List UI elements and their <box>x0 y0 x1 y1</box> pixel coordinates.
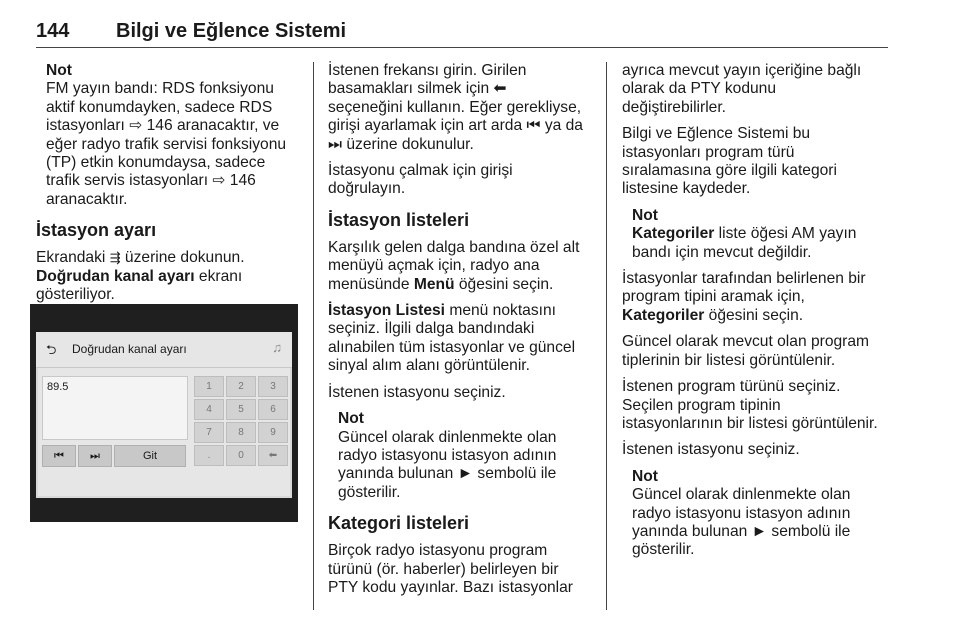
note-box <box>622 468 892 560</box>
text-line: istasyonları ⇨ 146 aranacaktır, ve <box>46 117 280 135</box>
paragraph <box>622 270 892 325</box>
key-backspace[interactable]: ⬅ <box>258 445 288 466</box>
text-line: Güncel olarak dinlenmekte olan <box>338 428 557 446</box>
section-heading: Kategori listeleri <box>328 513 470 534</box>
text-line: menüyü açmak için, radyo ana <box>328 257 540 275</box>
text-line: gösterilir. <box>632 541 695 559</box>
text-span: öğesini seçin. <box>454 275 554 293</box>
bold-term: Doğrudan kanal ayarı <box>36 267 195 285</box>
text-line: Bilgi ve Eğlence Sistemi bu <box>622 125 811 143</box>
screen-title: Doğrudan kanal ayarı <box>72 342 187 356</box>
text-line: türünü (ör. haberler) belirleyen bir <box>328 560 559 578</box>
paragraph <box>328 542 598 597</box>
text-span: öğesini seçin. <box>704 306 804 324</box>
key-4[interactable]: 4 <box>194 399 224 420</box>
column-1 <box>36 62 308 304</box>
text-line: yanında bulunan ► sembolü ile <box>338 465 557 483</box>
paragraph <box>622 62 892 117</box>
text-span: Ekrandaki <box>36 249 110 267</box>
page-header <box>36 6 888 50</box>
note-box <box>36 62 308 209</box>
frequency-value: 89.5 <box>47 381 69 393</box>
screenshot-figure <box>30 304 298 522</box>
back-arrow-icon[interactable]: ⮌ <box>46 342 57 357</box>
text-line: (TP) etkin konumdaysa, sadece <box>46 154 266 172</box>
text-line: Güncel olarak mevcut olan program <box>622 333 870 351</box>
text-line: Karşılık gelen dalga bandına özel alt <box>328 238 580 256</box>
text-line: yanında bulunan ► sembolü ile <box>632 522 851 540</box>
page-number: 144 <box>36 20 70 42</box>
paragraph <box>328 62 598 154</box>
note-title: Not <box>632 206 658 224</box>
column-3 <box>622 62 892 568</box>
section-heading: İstasyon ayarı <box>36 220 157 241</box>
bold-term: Menü <box>413 275 455 293</box>
text-line: istasyonları program türü <box>622 143 795 161</box>
paragraph <box>328 239 598 294</box>
go-button[interactable]: Git <box>114 445 186 467</box>
frequency-input[interactable] <box>42 376 188 440</box>
bold-term: İstasyon Listesi <box>328 302 445 320</box>
paragraph <box>36 268 308 286</box>
text-line: tiplerinin bir listesi görüntülenir. <box>622 351 836 369</box>
text-line: radyo istasyonu istasyon adının <box>338 446 557 464</box>
note-title: Not <box>46 62 72 79</box>
text-line: bandı için mevcut değildir. <box>632 243 812 261</box>
text-line: istasyonlarının bir listesi görüntülenir. <box>622 414 878 432</box>
key-2[interactable]: 2 <box>226 376 256 397</box>
text-line: basamakları silmek için ⬅ <box>328 80 507 98</box>
text-line: İstenen program türünü seçiniz. <box>622 378 841 396</box>
page-title: Bilgi ve Eğlence Sistemi <box>116 20 347 42</box>
column-divider <box>606 62 607 610</box>
paragraph <box>622 378 892 433</box>
paragraph <box>36 249 308 267</box>
key-dot[interactable]: . <box>194 445 224 466</box>
text-line: aktif konumdayken, sadece RDS <box>46 98 273 116</box>
text-span: menüsünde <box>328 275 414 293</box>
text-line: İstasyonlar tarafından belirlenen bir <box>622 270 866 288</box>
text-line: Birçok radyo istasyonu program <box>328 542 548 560</box>
text-line: aranacaktır. <box>46 190 128 208</box>
key-5[interactable]: 5 <box>226 399 256 420</box>
note-title: Not <box>632 467 658 485</box>
text-span: menü noktasını <box>445 302 556 320</box>
key-8[interactable]: 8 <box>226 422 256 443</box>
seek-back-button[interactable]: ⏮ <box>42 445 76 467</box>
text-line: program tipini aramak için, <box>622 288 805 306</box>
note-box <box>622 207 892 262</box>
screen-title-bar <box>36 332 292 368</box>
paragraph: İstenen istasyonu seçiniz. <box>622 441 800 459</box>
bold-term: Kategoriler <box>632 225 715 243</box>
text-line: sıralamasına göre ilgili kategori <box>622 162 837 180</box>
text-line: listesine kaydeder. <box>622 180 751 198</box>
text-line: değiştirebilirler. <box>622 98 727 116</box>
paragraph <box>328 302 598 376</box>
section-heading: İstasyon listeleri <box>328 209 470 230</box>
text-line: seçiniz. İlgili dalga bandındaki <box>328 320 535 338</box>
text-line: eğer radyo trafik servisi fonksiyonu <box>46 135 287 153</box>
paragraph <box>622 125 892 199</box>
text-line: PTY kodu yayınlar. Bazı istasyonlar <box>328 578 573 596</box>
paragraph <box>622 333 892 370</box>
text-line: gösteriliyor. <box>36 286 115 304</box>
text-line: alınabilen tüm istasyonlar ve güncel <box>328 338 576 356</box>
text-line: FM yayın bandı: RDS fonksiyonu <box>46 80 274 98</box>
paragraph <box>328 162 598 199</box>
header-rule <box>36 47 888 48</box>
text-line: girişi ayarlamak için art arda ⏮ ya da <box>328 117 583 135</box>
column-divider <box>313 62 314 610</box>
text-line: sinyal alım alanı görüntülenir. <box>328 357 530 375</box>
text-line: İstasyonu çalmak için girişi <box>328 162 513 180</box>
text-line: seçeneğini kullanın. Eğer gerekliyse, <box>328 98 582 116</box>
text-line: radyo istasyonu istasyon adının <box>632 504 851 522</box>
text-line: ⏭ üzerine dokunulur. <box>328 135 474 153</box>
text-line: Seçilen program tipinin <box>622 396 781 414</box>
music-note-icon[interactable]: ♫ <box>272 340 282 355</box>
key-7[interactable]: 7 <box>194 422 224 443</box>
text-span: üzerine dokunun. <box>120 249 245 267</box>
text-line: doğrulayın. <box>328 180 406 198</box>
note-title: Not <box>338 410 364 428</box>
text-line: olarak da PTY kodunu <box>622 80 777 98</box>
note-box <box>328 410 598 502</box>
text-span: ekranı <box>194 267 243 285</box>
bold-term: Kategoriler <box>622 306 705 324</box>
column-2 <box>328 62 598 605</box>
key-9[interactable]: 9 <box>258 422 288 443</box>
key-3[interactable]: 3 <box>258 376 288 397</box>
key-1[interactable]: 1 <box>194 376 224 397</box>
text-line: Güncel olarak dinlenmekte olan <box>632 486 851 504</box>
text-line: trafik servis istasyonları ⇨ 146 <box>46 172 256 190</box>
text-line: İstenen frekansı girin. Girilen <box>328 62 527 79</box>
seek-forward-button[interactable]: ⏭ <box>78 445 112 467</box>
paragraph: İstenen istasyonu seçiniz. <box>328 383 506 401</box>
tune-icon: ⇶ <box>109 250 121 266</box>
key-6[interactable]: 6 <box>258 399 288 420</box>
text-line: gösterilir. <box>338 483 401 501</box>
text-span: liste öğesi AM yayın <box>714 225 857 243</box>
text-line: ayrıca mevcut yayın içeriğine bağlı <box>622 62 862 79</box>
key-0[interactable]: 0 <box>226 445 256 466</box>
